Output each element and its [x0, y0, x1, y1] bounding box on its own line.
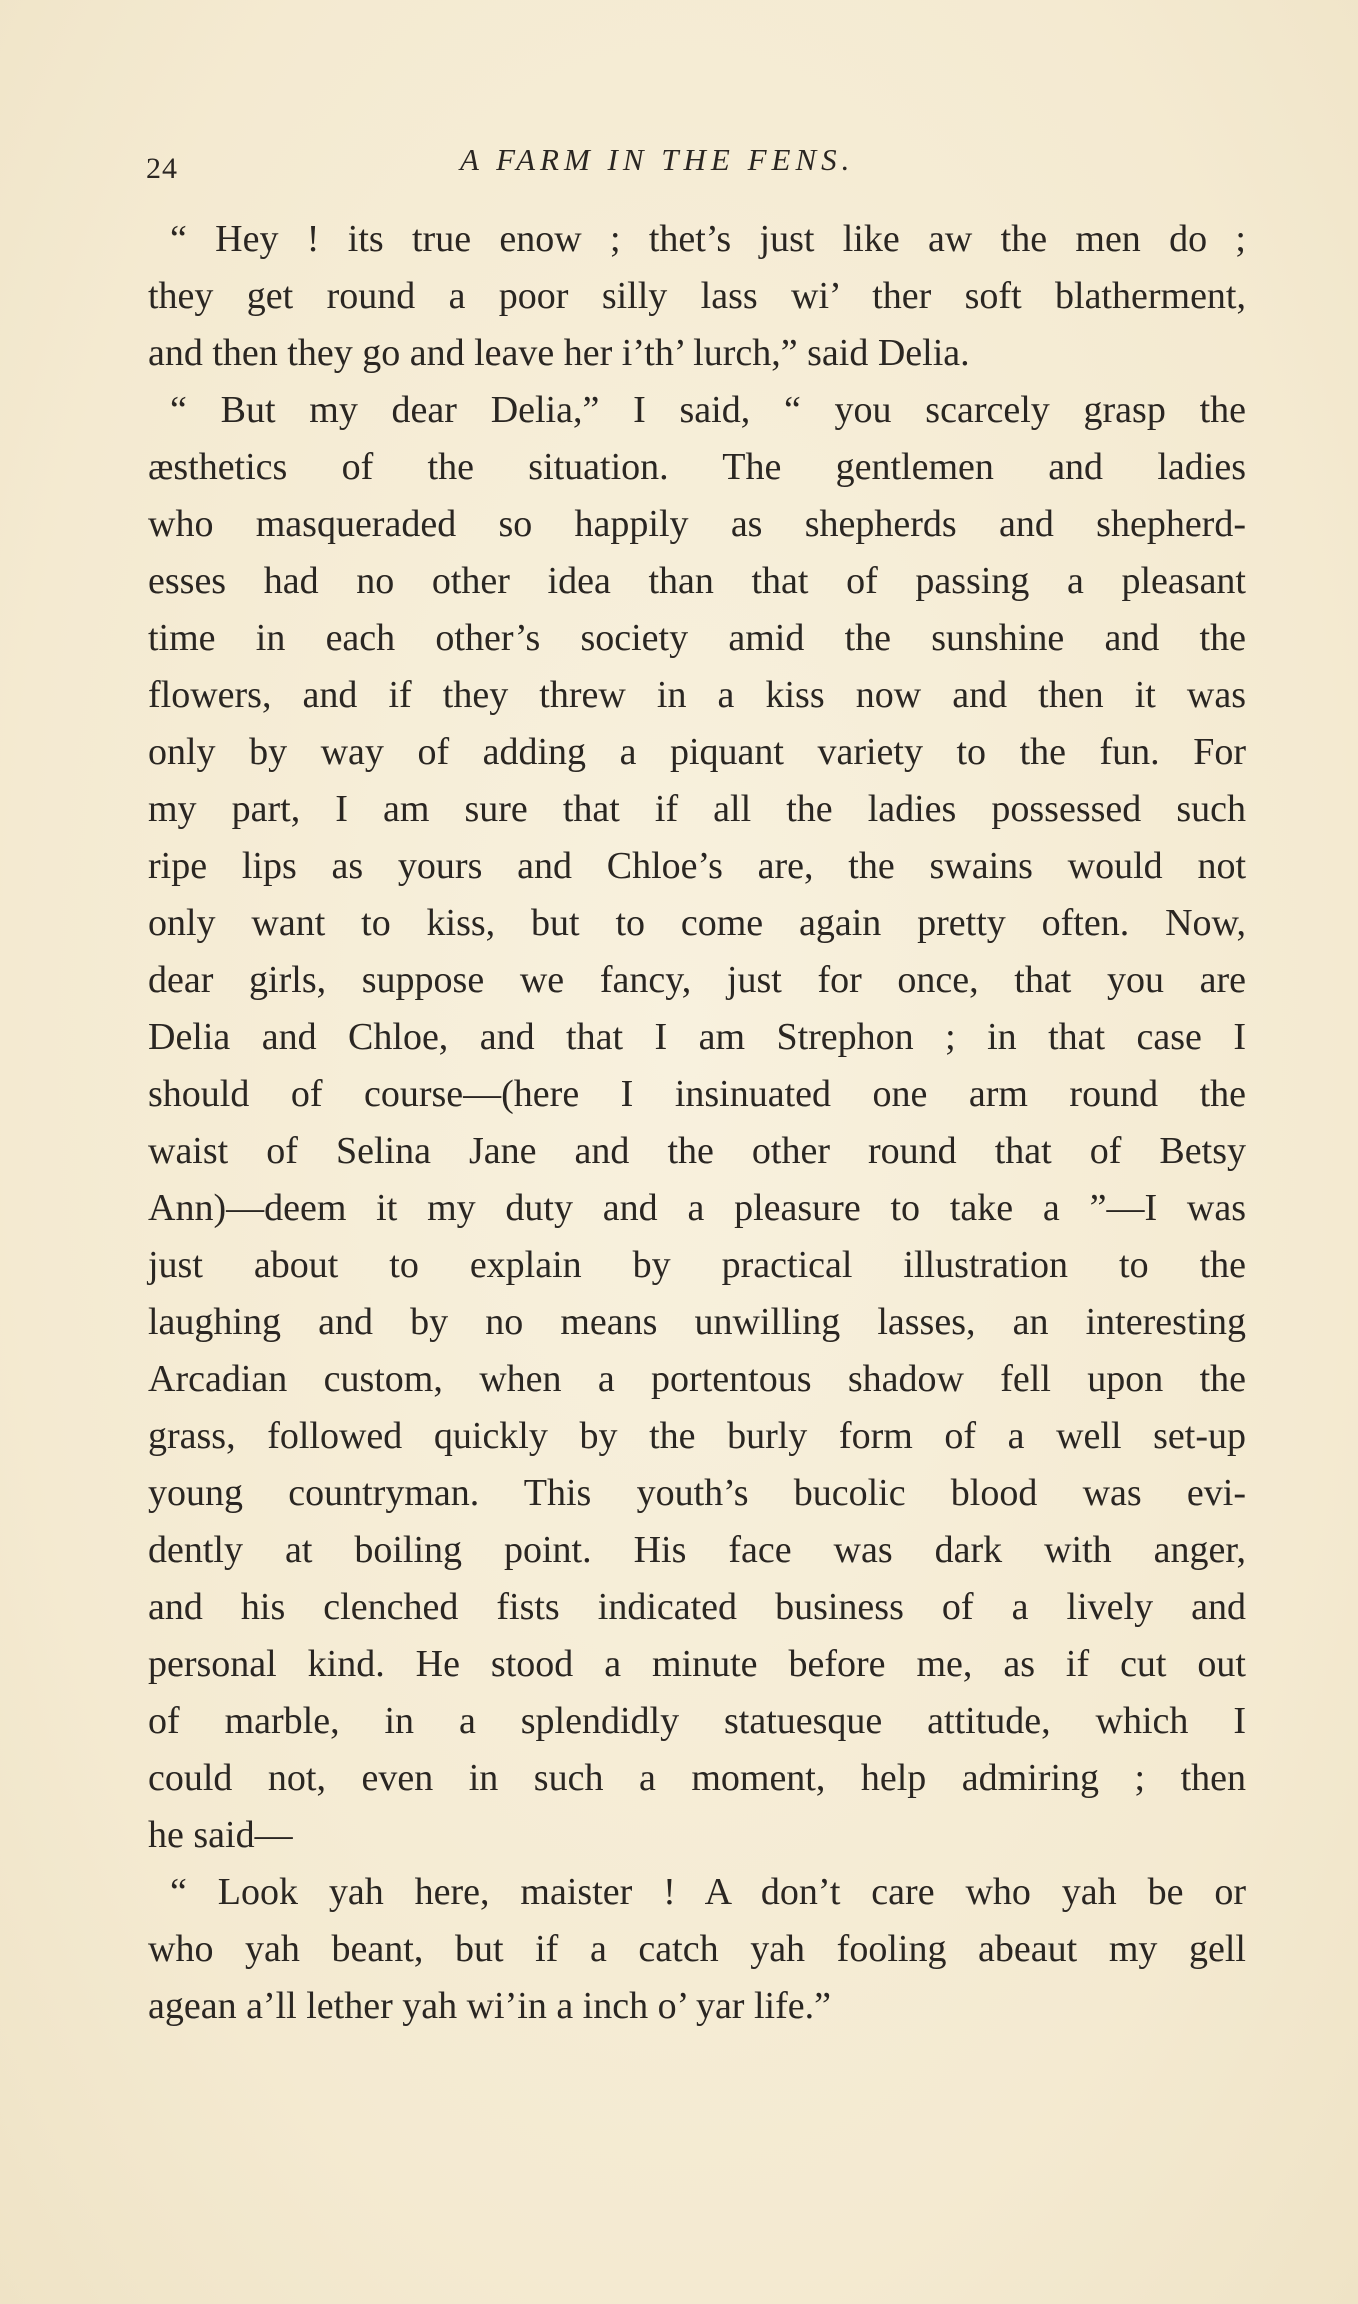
text-line: who masqueraded so happily as shepherds and shepherd-: [148, 503, 1246, 545]
page-header: [146, 142, 1246, 192]
text-line: Arcadian custom, when a portentous shadow fell upon the: [148, 1358, 1246, 1400]
text-line: esses had no other idea than that of passing a pleasant: [148, 560, 1246, 602]
text-line: dently at boiling point. His face was dark with anger,: [148, 1529, 1246, 1571]
text-line: Ann)—deem it my duty and a pleasure to take a ”—I was: [148, 1187, 1246, 1229]
body-text: [148, 211, 1246, 2035]
text-line: æsthetics of the situation. The gentlemen and ladies: [148, 446, 1246, 488]
text-line: “ Look yah here, maister ! A don’t care who yah be or: [170, 1871, 1246, 1913]
text-line: only by way of adding a piquant variety to the fun. For: [148, 731, 1246, 773]
text-line: ripe lips as yours and Chloe’s are, the swains would not: [148, 845, 1246, 887]
text-line: just about to explain by practical illustration to the: [148, 1244, 1246, 1286]
text-line: grass, followed quickly by the burly form of a well set-up: [148, 1415, 1246, 1457]
text-line: of marble, in a splendidly statuesque attitude, which I: [148, 1700, 1246, 1742]
text-line: “ But my dear Delia,” I said, “ you scarcely grasp the: [170, 389, 1246, 431]
text-line: should of course—(here I insinuated one arm round the: [148, 1073, 1246, 1115]
text-line: personal kind. He stood a minute before me, as if cut out: [148, 1643, 1246, 1685]
text-line: dear girls, suppose we fancy, just for once, that you are: [148, 959, 1246, 1001]
text-line: agean a’ll lether yah wi’in a inch o’ yar life.”: [148, 1985, 831, 2027]
text-line: waist of Selina Jane and the other round that of Betsy: [148, 1130, 1246, 1172]
text-line: “ Hey ! its true enow ; thet’s just like aw the men do ;: [170, 218, 1246, 260]
text-line: he said—: [148, 1814, 293, 1856]
text-line: who yah beant, but if a catch yah fooling abeaut my gell: [148, 1928, 1246, 1970]
text-line: could not, even in such a moment, help admiring ; then: [148, 1757, 1246, 1799]
text-line: they get round a poor silly lass wi’ ther soft blatherment,: [148, 275, 1246, 317]
text-line: my part, I am sure that if all the ladies possessed such: [148, 788, 1246, 830]
text-line: Delia and Chloe, and that I am Strephon ; in that case I: [148, 1016, 1246, 1058]
page-number: 24: [146, 152, 178, 185]
text-line: young countryman. This youth’s bucolic blood was evi-: [148, 1472, 1246, 1514]
text-line: and then they go and leave her i’th’ lurch,” said Delia.: [148, 332, 970, 374]
running-title: A FARM IN THE FENS.: [460, 142, 855, 177]
text-line: laughing and by no means unwilling lasses, an interesting: [148, 1301, 1246, 1343]
text-line: only want to kiss, but to come again pretty often. Now,: [148, 902, 1246, 944]
text-line: flowers, and if they threw in a kiss now and then it was: [148, 674, 1246, 716]
text-line: and his clenched fists indicated business of a lively and: [148, 1586, 1246, 1628]
text-line: time in each other’s society amid the sunshine and the: [148, 617, 1246, 659]
